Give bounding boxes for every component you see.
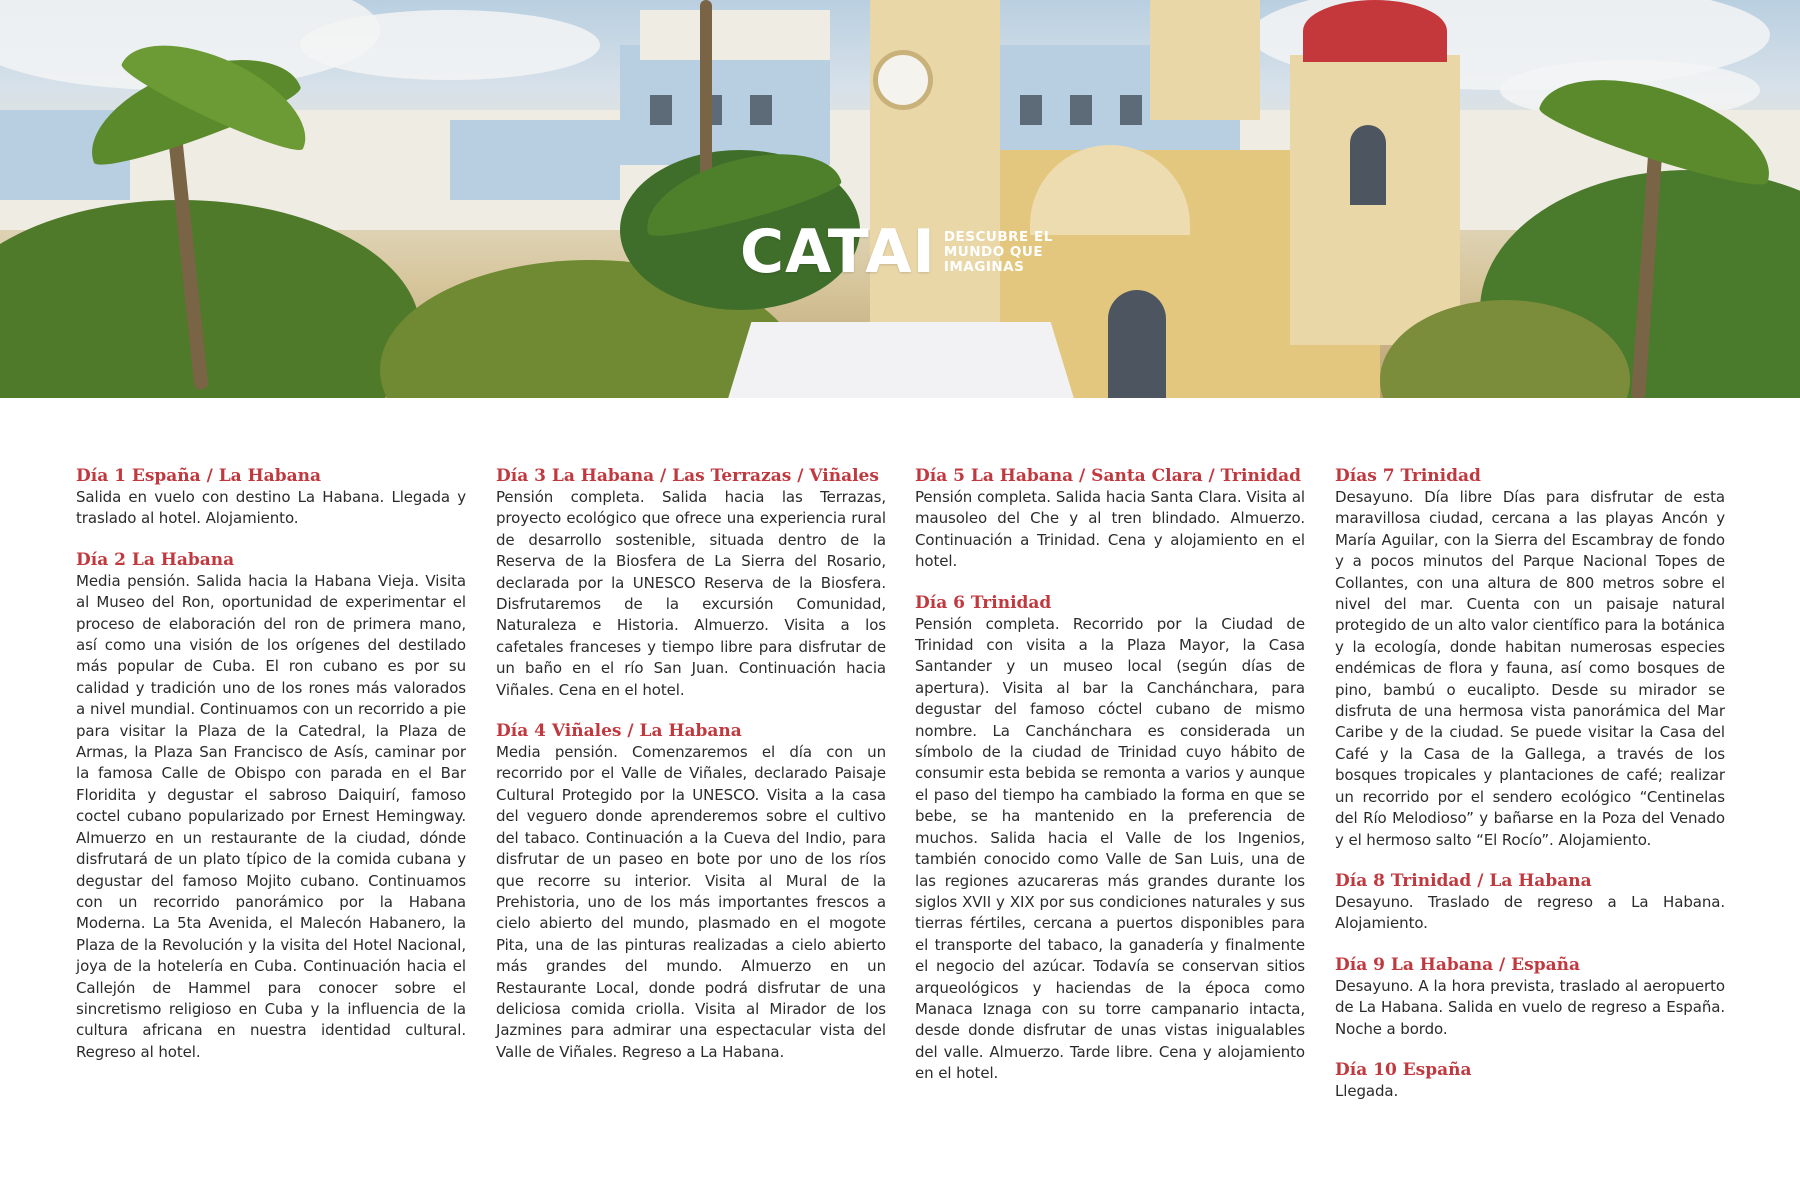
day-title: Día 2 La Habana <box>76 549 235 570</box>
itinerary-column-3 <box>915 466 1305 1105</box>
window <box>1070 95 1092 125</box>
day-title: Día 10 España <box>1335 1059 1472 1080</box>
day-description: Desayuno. Día libre Días para disfrutar de esta maravillosa ciudad, cercana a las playas Ancón y María Aguilar, con la Sierra del Escambray de fondo y a pocos minutos del Parque Nacional Topes de Collantes, con una altura de 800 metros sobre el nivel del mar. Cuenta con un paisaje natural protegido de un alto valor científico para la botánica y la ecología, donde habitan numerosas especies endémicas de flora y fauna, así como bosques de pino, bambú o eucalipto. Desde su mirador se disfruta de una hermosa vista panorámica del Mar Caribe y de la ciudad. Se puede visitar la Casa del Café y la Casa de la Gallega, a través de los bosques tropicales y plantaciones de café; realizar un recorrido por el sendero ecológico “Centinelas del Río Melodioso” y bañarse en la Poza del Venado y el hermoso salto “El Rocío”. Alojamiento. <box>1335 488 1725 849</box>
day-description: Llegada. <box>1335 1081 1399 1100</box>
itinerary-column-4 <box>1335 466 1725 1122</box>
logo-wordmark: CATAI <box>740 217 936 287</box>
cloud <box>300 10 600 80</box>
day-entry <box>915 593 1305 1085</box>
day-entry <box>496 721 886 1063</box>
arched-window <box>1108 290 1166 398</box>
catai-logo <box>740 217 1064 287</box>
day-entry <box>1335 871 1725 935</box>
day-entry <box>76 550 466 1063</box>
building <box>640 10 830 60</box>
day-description: Desayuno. A la hora prevista, traslado al aeropuerto de La Habana. Salida en vuelo de regreso a España. Noche a bordo. <box>1335 976 1725 1038</box>
itinerary-column-1 <box>76 466 466 1083</box>
day-entry <box>915 466 1305 573</box>
day-title: Día 6 Trinidad <box>915 592 1052 613</box>
window <box>1020 95 1042 125</box>
day-title: Día 9 La Habana / España <box>1335 954 1580 975</box>
window <box>1120 95 1142 125</box>
day-entry <box>496 466 886 701</box>
red-dome <box>1303 0 1447 62</box>
page-tab <box>727 322 1075 398</box>
logo-tagline <box>944 230 1064 275</box>
tagline-line: DESCUBRE EL <box>943 228 1053 245</box>
day-entry <box>1335 1060 1725 1102</box>
day-description: Media pensión. Comenzaremos el día con un recorrido por el Valle de Viñales, declarado Paisaje Cultural Protegido por la UNESCO. Visita a la casa del veguero donde aprenderemos sobre el cultivo del tabaco. Continuación a la Cueva del Indio, para disfrutar de un paseo en bote por uno de los ríos que recorre su interior. Visita al Mural de la Prehistoria, uno de los más importantes frescos a cielo abierto del mundo, plasmado en el mogote Pita, una de las pinturas realizadas a cielo abierto más grandes del mundo. Almuerzo en un Restaurante Local, donde podrá disfrutar de una deliciosa comida criolla. Visita al Mirador de los Jazmines para admirar una espectacular vista del Valle de Viñales. Regreso a La Habana. <box>496 743 886 1061</box>
day-title: Día 8 Trinidad / La Habana <box>1335 870 1592 891</box>
window <box>750 95 772 125</box>
bell-window <box>1350 125 1386 205</box>
window <box>650 95 672 125</box>
day-description: Media pensión. Salida hacia la Habana Vieja. Visita al Museo del Ron, oportunidad de experimentar el proceso de elaboración del ron de primera mano, así como una visión de los orígenes del destilado más popular de Cuba. El ron cubano es por su calidad y tradición uno de los rones más valorados a nivel mundial. Continuamos con un recorrido a pie para visitar la Plaza de la Catedral, la Plaza de Armas, la Plaza San Francisco de Asís, caminar por la famosa Calle de Obispo con parada en el Bar Floridita y degustar el sabroso Daiquirí, famoso coctel cubano popularizado por Ernest Hemingway. Almuerzo en un restaurante de la ciudad, dónde disfrutará de un plato típico de la comida cubana y degustar del famoso Mojito cubano. Continuamos con un recorrido panorámico por la Habana Moderna. La 5ta Avenida, el Malecón Habanero, la Plaza de la Revolución y la visita del Hotel Nacional, joya de la hotelería en Cuba. Continuación hacia el Callejón de Hammel para conocer sobre el sincretismo religioso en Cuba y la influencia de la cultura africana en nuestra identidad cultural. Regreso al hotel. <box>76 571 466 1061</box>
day-entry <box>76 466 466 530</box>
day-description: Pensión completa. Salida hacia Santa Clara. Visita al mausoleo del Che y al tren blindado. Almuerzo. Continuación a Trinidad. Cena y alojamiento en el hotel. <box>915 488 1305 571</box>
day-description: Pensión completa. Recorrido por la Ciudad de Trinidad con visita a la Plaza Mayor, la Casa Santander y un museo local (según días de apertura). Visita al bar la Canchánchara, para degustar del famoso cóctel cubano de mismo nombre. La Canchánchara es considerada un símbolo de la ciudad de Trinidad cuyo hábito de consumir esta bebida se remonta a varios y aunque el paso del tiempo ha cambiado la forma en que se bebe, se ha mantenido en la preferencia de muchos. Salida hacia el Valle de los Ingenios, también conocido como Valle de San Luis, una de las regiones azucareras más grandes durante los siglos XVII y XIX por sus condiciones naturales y sus tierras fértiles, cercana a puertos disponibles para el transporte del tabaco, la ganadería y finalmente el negocio del azúcar. Todavía se conservan sitios arqueológicos y haciendas de la época como Manaca Iznaga con su torre campanario intacta, desde donde disfrutar de unas vistas inigualables del valle. Almuerzo. Tarde libre. Cena y alojamiento en el hotel. <box>915 614 1305 1083</box>
clock-icon <box>873 50 933 110</box>
building <box>1150 0 1260 120</box>
day-description: Desayuno. Traslado de regreso a La Habana. Alojamiento. <box>1335 892 1725 933</box>
day-title: Día 4 Viñales / La Habana <box>496 721 742 742</box>
day-title: Día 5 La Habana / Santa Clara / Trinidad <box>915 466 1302 486</box>
day-description: Pensión completa. Salida hacia las Terrazas, proyecto ecológico que ofrece una experiencia rural de desarrollo sostenible, situada dentro de la Reserva de la Biosfera de La Sierra del Rosario, declarada por la UNESCO Reserva de la Biosfera. Disfrutaremos de la excursión Comunidad, Naturaleza e Historia. Almuerzo. Visita a los cafetales franceses y tiempo libre para disfrutar de un baño en el río San Juan. Continuación hacia Viñales. Cena en el hotel. <box>496 488 886 699</box>
building <box>450 120 620 200</box>
hero-photo <box>0 0 1800 398</box>
day-title: Días 7 Trinidad <box>1335 466 1481 486</box>
tagline-line: IMAGINAS <box>943 258 1025 275</box>
tagline-line: MUNDO QUE <box>943 243 1044 260</box>
day-title: Día 3 La Habana / Las Terrazas / Viñales <box>496 466 879 486</box>
day-entry <box>1335 466 1725 851</box>
itinerary-column-2 <box>496 466 886 1083</box>
day-description: Salida en vuelo con destino La Habana. Llegada y traslado al hotel. Alojamiento. <box>76 488 466 528</box>
day-title: Día 1 España / La Habana <box>76 466 321 486</box>
day-entry <box>1335 955 1725 1040</box>
